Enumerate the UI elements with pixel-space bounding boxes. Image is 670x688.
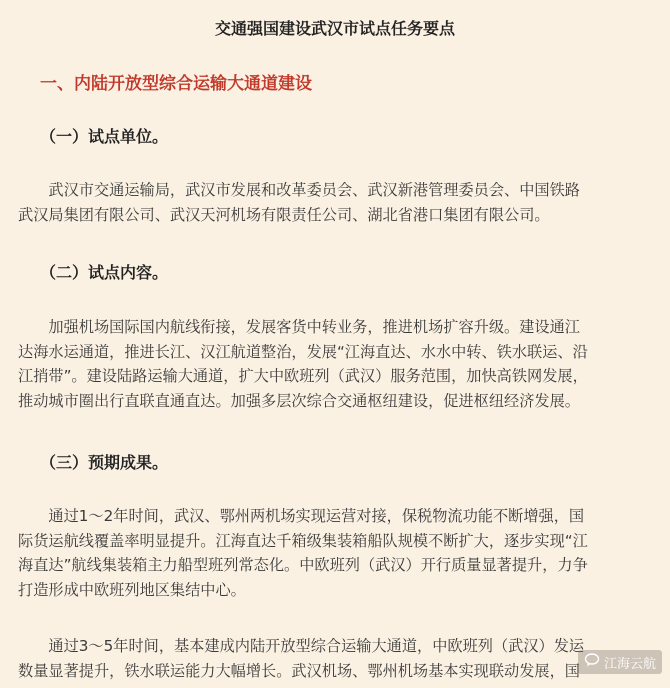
paragraph-results-2 <box>18 634 658 683</box>
chat-bubble-icon <box>584 652 600 672</box>
text-line: 通过3～5年时间，基本建成内陆开放型综合运输大通道，中欧班列（武汉）发运 <box>18 637 585 655</box>
section-heading-1: 一、内陆开放型综合运输大通道建设 <box>40 74 312 94</box>
watermark <box>578 650 662 674</box>
text-line: 加强机场国际国内航线衔接，发展客货中转业务，推进机场扩容升级。建设通江 <box>18 318 580 336</box>
paragraph-content <box>18 315 658 413</box>
text-line: 达海水运通道，推进长江、汉江航道整治，发展“江海直达、水水中转、铁水联运、沿 <box>18 342 588 361</box>
paragraph-units <box>18 178 658 227</box>
text-line: 推动城市圈出行直联直通直达。加强多层次综合交通枢纽建设，促进枢纽经济发展。 <box>18 391 580 410</box>
text-line: 打造形成中欧班列地区集结中心。 <box>18 580 246 599</box>
text-line: 武汉市交通运输局，武汉市发展和改革委员会、武汉新港管理委员会、中国铁路 <box>18 181 580 199</box>
text-line: 武汉局集团有限公司、武汉天河机场有限责任公司、湖北省港口集团有限公司。 <box>18 205 550 224</box>
paragraph-results-1 <box>18 504 658 602</box>
document-title: 交通强国建设武汉市试点任务要点 <box>214 19 455 38</box>
sub-heading-content: （二）试点内容。 <box>40 263 169 282</box>
text-line: 通过1～2年时间，武汉、鄂州两机场实现运营对接，保税物流功能不断增强，国 <box>18 507 585 525</box>
sub-heading-units: （一）试点单位。 <box>40 127 169 146</box>
sub-heading-results: （三）预期成果。 <box>40 453 169 472</box>
text-line: 江捎带”。建设陆路运输大通道，扩大中欧班列（武汉）服务范围，加快高铁网发展， <box>18 367 588 385</box>
watermark-text: 江海云航 <box>603 656 656 672</box>
text-line: 际货运航线覆盖率明显提升。江海直达千箱级集装箱船队规模不断扩大，逐步实现“江 <box>18 531 588 550</box>
text-line: 海直达”航线集装箱主力船型班列常态化。中欧班列（武汉）开行质量显著提升，力争 <box>18 556 588 574</box>
text-line: 数量显著提升，铁水联运能力大幅增长。武汉机场、鄂州机场基本实现联动发展，国 <box>18 661 580 680</box>
